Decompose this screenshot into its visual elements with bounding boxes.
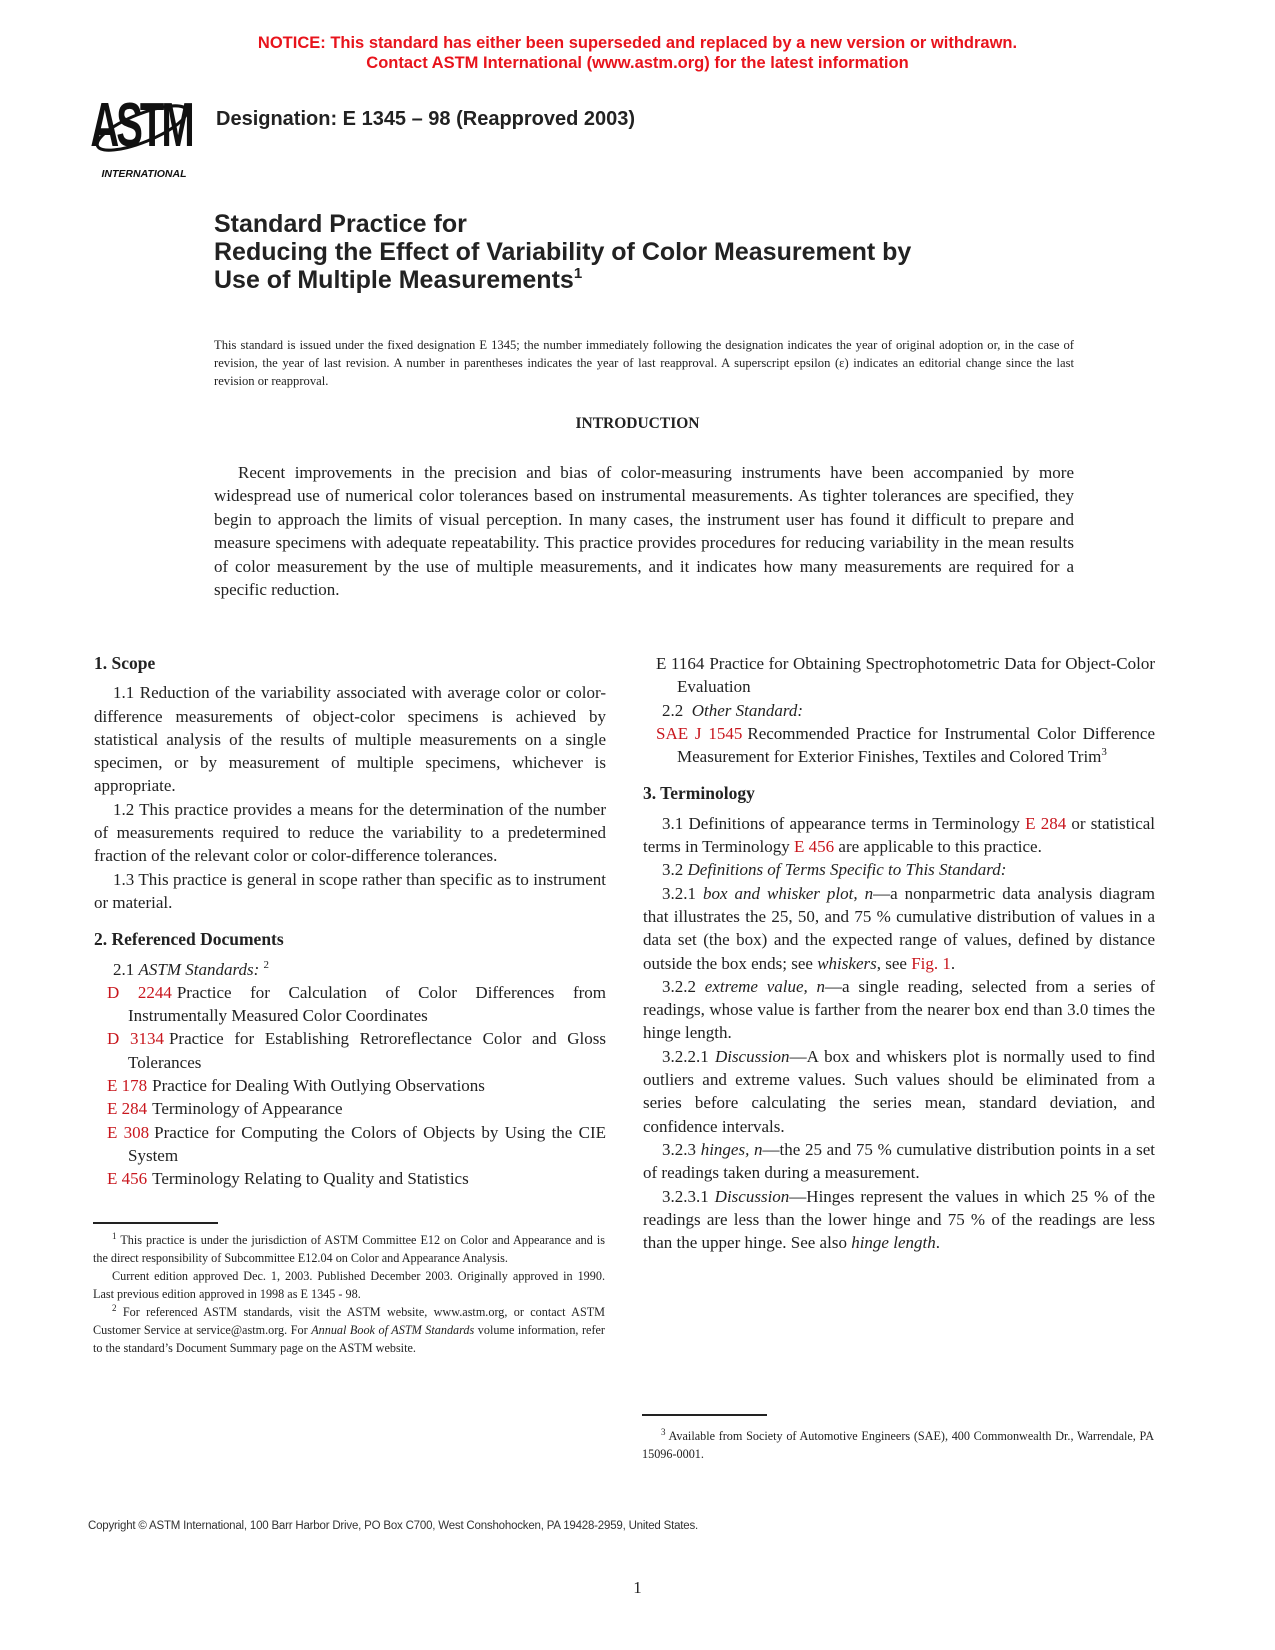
left-column xyxy=(94,652,606,1191)
ref-link[interactable]: E 308 xyxy=(107,1122,150,1142)
footnote-1: $^1$ This practice is under the jurisdiction of ASTM Committee E12 on Color and Appearance and is the direct responsibility of Subcommittee E12.04 on Color and Appearance Analysis. xyxy=(93,1231,606,1265)
link-e456[interactable]: E 456 xyxy=(794,837,835,857)
ref-e1164: E 1164 Practice for Obtaining Spectrophotometric Data for Object-Color Evaluation xyxy=(656,654,1155,697)
astm-logo xyxy=(89,84,199,180)
ref-link[interactable]: D 2244 xyxy=(107,982,172,1002)
footnote-2-mark[interactable]: 2 xyxy=(263,958,269,971)
scope-1-1: 1.1 Reduction of the variability associated with average color or color-difference measurements of object-color specimens is achieved by statistical analysis of the results of multiple measurements on a single specimen, or by measurement of multiple specimens, whichever is appropriate. xyxy=(94,683,606,796)
issued-note: This standard is issued under the fixed designation E 1345; the number immediately following the designation indicates the year of original adoption or, in the case of revision, the year of last revision. A number in parentheses indicates the year of last reapproval. A superscript epsilon (ε) indicates an editorial change since the last revision or reapproval. xyxy=(214,338,1074,388)
notice-line-2: Contact ASTM International (www.astm.org) for the latest information xyxy=(366,54,909,72)
ref-link[interactable]: E 456 xyxy=(107,1169,148,1189)
terminology-heading: 3. Terminology xyxy=(643,783,755,804)
terminology-3-1: 3.1 Definitions of appearance terms in Terminology E 284 or statistical terms in Terminology E 456 are applicable to this practice. xyxy=(643,813,1156,857)
ref-d3134: D 3134 Practice for Establishing Retroreflectance Color and Gloss Tolerances xyxy=(107,1029,606,1072)
ref-code: E 1164 xyxy=(656,654,705,673)
footnotes-left xyxy=(93,1231,605,1357)
svg-text:INTERNATIONAL: INTERNATIONAL xyxy=(101,168,187,180)
link-e284[interactable]: E 284 xyxy=(1025,813,1067,833)
footnote-3: $^3$ Available from Society of Automotive Engineers (SAE), 400 Commonwealth Dr., Warrendale, PA 15096-0001. xyxy=(642,1427,1155,1461)
referenced-documents-heading: 2. Referenced Documents xyxy=(94,929,284,950)
terminology-3-2-3: 3.2.3 hinges, n—the 25 and 75 % cumulative distribution points in a set of readings taken during a measurement. xyxy=(643,1139,1155,1183)
ref-link[interactable]: D 3134 xyxy=(107,1029,164,1049)
terminology-3-2: 3.2 Definitions of Terms Specific to This Standard: xyxy=(662,860,1007,880)
ref-link[interactable]: E 178 xyxy=(107,1076,148,1096)
ref-e284: E 284 Terminology of Appearance xyxy=(107,1099,343,1119)
footnote-2: $^2$ For referenced ASTM standards, visit the ASTM website, www.astm.org, or contact ASTM Customer Service at service@astm.org. For Annual Book of ASTM Standards volume information, refer to the standard’s Document Summary page on the ASTM website. xyxy=(93,1303,606,1355)
title-line-2: Reducing the Effect of Variability of Color Measurement by xyxy=(214,238,912,266)
notice-line-1: NOTICE: This standard has either been superseded and replaced by a new version or withdrawn. xyxy=(257,34,1018,52)
other-standard-label: 2.2 Other Standard: xyxy=(662,700,804,720)
footnotes-right xyxy=(642,1427,1154,1463)
designation: Designation: E 1345 – 98 (Reapproved 2003) xyxy=(216,108,636,130)
title-line-1: Standard Practice for xyxy=(214,210,467,238)
terminology-3-2-2-1: 3.2.2.1 Discussion—A box and whiskers plot is normally used to find outliers and extreme values. Such values should be eliminated from a series before calculating the series mean, standard deviation, and confidence intervals. xyxy=(643,1046,1155,1136)
title-footnote-mark[interactable]: 1 xyxy=(573,265,583,282)
superseded-notice xyxy=(0,33,1275,73)
ref-d2244: D 2244 Practice for Calculation of Color Differences from Instrumentally Measured Color Coordinates xyxy=(107,982,607,1026)
introduction-body: Recent improvements in the precision and bias of color-measuring instruments have been accompanied by more widespread use of numerical color tolerances based on instrumental measurements. As tighter tolerances are specified, they begin to approach the limits of visual perception. In many cases, the instrument user has found it difficult to prepare and measure specimens with adequate repeatability. This practice provides procedures for reducing variability in the mean results of color measurement by the use of multiple measurements, and it indicates how many measurements are required for a specific reduction. xyxy=(214,463,1074,600)
document-title xyxy=(214,210,1074,294)
scope-1-2: 1.2 This practice provides a means for the determination of the number of measurements required to reduce the variability to a predetermined fraction of the relevant color or color-difference tolerances. xyxy=(94,799,606,866)
ref-e178: E 178 Practice for Dealing With Outlying Observations xyxy=(107,1076,485,1096)
astm-logo-icon xyxy=(89,84,199,180)
right-column xyxy=(643,652,1155,1254)
astm-standards-label: 2.1 ASTM Standards: $^2$ xyxy=(113,958,269,979)
footnote-3-mark[interactable]: 3 xyxy=(1101,746,1107,759)
scope-1-3: 1.3 This practice is general in scope rather than specific as to instrument or material. xyxy=(94,869,606,912)
svg-text:ASTM: ASTM xyxy=(90,91,192,161)
ref-link[interactable]: SAE J 1545 xyxy=(656,723,743,743)
ref-e308: E 308 Practice for Computing the Colors of Objects by Using the CIE System xyxy=(107,1122,606,1165)
ref-sae-j1545: SAE J 1545 Recommended Practice for Instrumental Color Difference Measurement for Exterior Finishes, Textiles and Colored Trim$^3$ xyxy=(656,723,1155,767)
link-fig-1[interactable]: Fig. 1 xyxy=(911,953,951,973)
title-line-3: Use of Multiple Measurements$^1$ xyxy=(214,265,583,294)
ref-e456: E 456 Terminology Relating to Quality and Statistics xyxy=(107,1169,469,1189)
footnote-divider-left xyxy=(93,1222,218,1224)
page-number: 1 xyxy=(633,1578,642,1597)
footnote-1-edition: Current edition approved Dec. 1, 2003. Published December 2003. Originally approved in 1990. Last previous edition approved in 1998 as E 1345 - 98. xyxy=(93,1269,605,1301)
ref-link[interactable]: E 284 xyxy=(107,1099,148,1119)
introduction-heading: INTRODUCTION xyxy=(575,415,700,432)
copyright-line: Copyright © ASTM International, 100 Barr Harbor Drive, PO Box C700, West Conshohocken, PA 19428-2959, United States. xyxy=(88,1520,699,1532)
terminology-3-2-3-1: 3.2.3.1 Discussion—Hinges represent the values in which 25 % of the readings are less than the lower hinge and 75 % of the readings are less than the upper hinge. See also hinge length. xyxy=(643,1186,1155,1253)
scope-heading: 1. Scope xyxy=(94,653,156,673)
terminology-3-2-2: 3.2.2 extreme value, n—a single reading, selected from a series of readings, whose value is farther from the nearer box end than 3.0 times the hinge length. xyxy=(643,976,1155,1043)
footnote-divider-right xyxy=(642,1414,767,1416)
terminology-3-2-1: 3.2.1 box and whisker plot, n—a nonparmetric data analysis diagram that illustrates the 25, 50, and 75 % cumulative distribution of values in a data set (the box) and the expected range of values, defined by distance outside the box ends; see whiskers, see Fig. 1. xyxy=(643,883,1155,973)
